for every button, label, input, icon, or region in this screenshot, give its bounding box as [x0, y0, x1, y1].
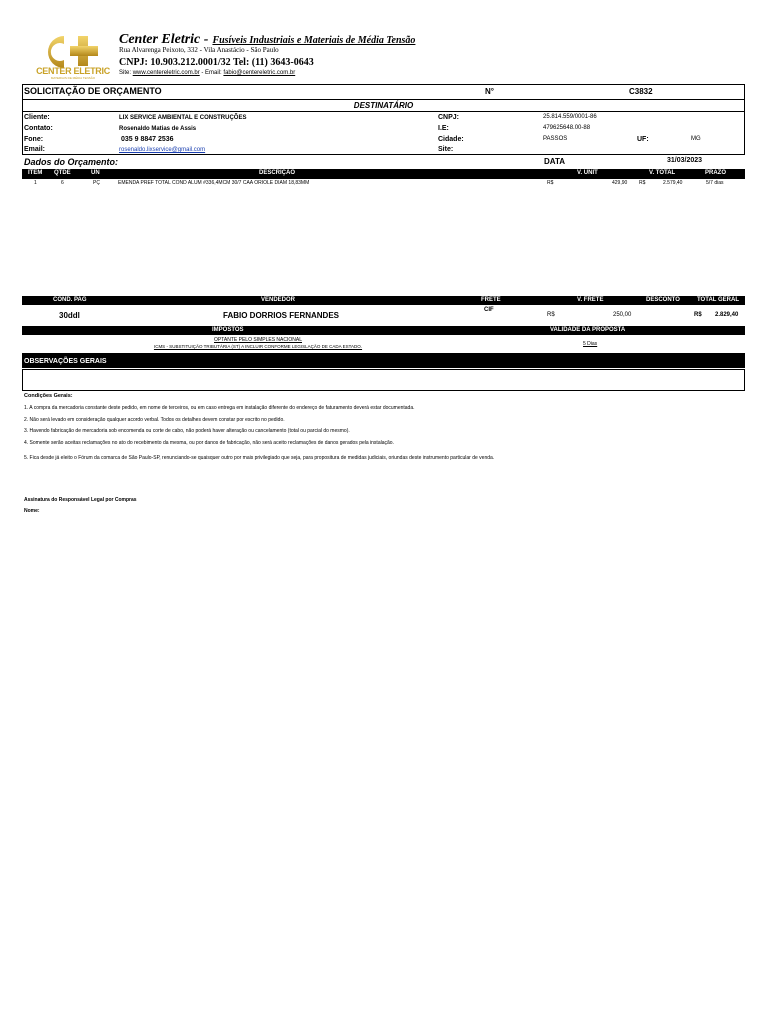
row-qtde: 6	[61, 180, 64, 186]
cliente-value: LIX SERVICE AMBIENTAL E CONSTRUÇÕES	[119, 115, 247, 121]
email-link[interactable]: fabio@centereletric.com.br	[223, 70, 296, 76]
col-qtde: QTDE	[54, 170, 71, 176]
client-email-link[interactable]: rosenaldo.lixservice@gmail.com	[119, 147, 206, 153]
budget-date: 31/03/2023	[667, 157, 703, 164]
items-table-header	[22, 169, 745, 179]
col-frete: FRETE	[481, 297, 501, 303]
ie-label: I.E:	[438, 125, 449, 132]
cnpj-label: CNPJ:	[438, 114, 460, 121]
budget-title: Dados do Orçamento:	[24, 157, 119, 167]
site-link[interactable]: www.centereletric.com.br	[132, 70, 200, 76]
col-v-frete: V. FRETE	[577, 297, 604, 303]
cidade-label: Cidade:	[438, 136, 464, 143]
fone-value: 035 9 8847 2536	[121, 136, 174, 143]
col-cond-pag: COND. PAG	[53, 297, 87, 303]
condition-item: 3. Havendo fabricação de mercadoria sob encomenda ou corte de cabo, não poderá haver alteração ou cancelamento (total ou parcial do mesmo).	[24, 428, 350, 434]
row-item: 1	[34, 180, 37, 186]
company-logo	[34, 32, 112, 80]
company-name: Center Eletric -	[119, 32, 209, 47]
row-un: PÇ	[93, 180, 100, 186]
observations-title: OBSERVAÇÕES GERAIS	[24, 358, 107, 365]
contato-label: Contato:	[24, 125, 53, 132]
summary-header	[22, 296, 745, 305]
cliente-label: Cliente:	[24, 114, 50, 121]
client-site-label: Site:	[438, 146, 454, 153]
validade-value: 5 Dias	[583, 341, 598, 347]
col-vunit: V. UNIT	[577, 170, 598, 176]
v-frete-value: 250,00	[613, 312, 632, 318]
email-label: - Email:	[201, 70, 222, 76]
validade-label: VALIDADE DA PROPOSTA	[550, 327, 626, 333]
col-total-geral: TOTAL GERAL	[697, 297, 739, 303]
row-vtotal: 2.579,40	[663, 180, 683, 186]
row-vunit-currency: R$	[547, 180, 554, 186]
cidade-value: PASSOS	[543, 136, 568, 142]
company-address: Rua Alvarenga Peixoto, 332 - Vila Anastácio - São Paulo	[119, 46, 279, 54]
impostos-line2: ICMS - SUBSTITUIÇÃO TRIBUTÁRIA (ST) A INCLUIR CONFORME LEGISLAÇÃO DE CADA ESTADO.	[153, 344, 363, 349]
uf-value: MG	[691, 136, 701, 142]
col-vtotal: V. TOTAL	[649, 170, 676, 176]
ie-value: 479625648.00-88	[543, 125, 591, 131]
table-row	[22, 180, 745, 189]
cnpj-value: 25.814.559/0001-86	[543, 114, 597, 120]
condition-item: 2. Não será levado em consideração qualquer acordo verbal. Todos os detalhes devem constar por escrito no pedido.	[24, 417, 285, 423]
signature-name-label: Nome:	[24, 508, 40, 514]
quote-number-label: N°	[485, 87, 494, 96]
col-vendedor: VENDEDOR	[261, 297, 296, 303]
col-prazo: PRAZO	[705, 170, 726, 176]
impostos-header	[22, 326, 745, 335]
total-currency: R$	[694, 312, 702, 318]
uf-label: UF:	[637, 136, 649, 143]
condition-item: 1. A compra da mercadoria constante deste pedido, em nome de terceiros, ou em caso entrega em instalação diferente do endereço de faturamento deverá estar documentada.	[24, 405, 415, 411]
col-descricao: DESCRIÇÃO	[259, 170, 296, 176]
logo-subtext: MATERIAIS DE MÉDIA TENSÃO	[50, 76, 96, 80]
recipient-title: DESTINATÁRIO	[353, 101, 414, 110]
observations-header	[22, 353, 745, 368]
company-contact	[119, 70, 295, 76]
v-frete-currency: R$	[547, 312, 555, 318]
row-descricao: EMENDA PREF TOTAL COND ALUM #336,4MCM 30/7 CAA ORIOLE DIAM 18,83MM	[118, 180, 310, 186]
email-field-label: Email:	[24, 146, 46, 153]
row-vtotal-currency: R$	[639, 180, 646, 186]
signature-label: Assinatura do Responsável Legal por Compras	[24, 497, 137, 503]
vendedor-value: FABIO DORRIOS FERNANDES	[223, 311, 340, 320]
observations-box[interactable]	[22, 369, 745, 391]
frete-value: CIF	[484, 307, 494, 313]
total-geral-value: 2.829,40	[715, 312, 739, 318]
company-tagline: Fusíveis Industriais e Materiais de Média Tensão	[212, 35, 416, 46]
condition-item: 4. Somente serão aceitas reclamações no ato do recebimento da mesma, ou por danos de fabricação, não será aceito reclamações de danos gerados pela instalação.	[24, 440, 394, 446]
row-vunit: 429,90	[612, 180, 628, 186]
cond-pag-value: 30ddl	[59, 311, 80, 320]
logo-text: CENTER ELETRIC	[36, 66, 110, 76]
fone-label: Fone:	[24, 136, 44, 143]
contato-value: Rosenaldo Matias de Assis	[119, 126, 197, 132]
impostos-line1: OPTANTE PELO SIMPLES NACIONAL	[214, 337, 302, 343]
col-un: UN	[91, 170, 100, 176]
quote-title: SOLICITAÇÃO DE ORÇAMENTO	[24, 86, 162, 96]
conditions-title: Condições Gerais:	[24, 393, 73, 399]
impostos-label: IMPOSTOS	[212, 327, 244, 333]
site-label: Site:	[119, 70, 132, 76]
col-desconto: DESCONTO	[646, 297, 680, 303]
company-cnpj-phone: CNPJ: 10.903.212.0001/32 Tel: (11) 3643-0643	[119, 57, 314, 68]
col-item: ITEM	[28, 170, 43, 176]
row-prazo: 5/7 dias	[706, 180, 724, 186]
condition-item: 5. Fica desde já eleito o Fórum da comarca de São Paulo-SP, renunciando-se quaisquer outro por mais privilegiado que seja, para propositura de medidas judiciais, oriundas deste instrumento particular de venda.	[24, 455, 495, 461]
budget-date-label: DATA	[544, 157, 566, 166]
quote-number: C3832	[629, 87, 653, 96]
